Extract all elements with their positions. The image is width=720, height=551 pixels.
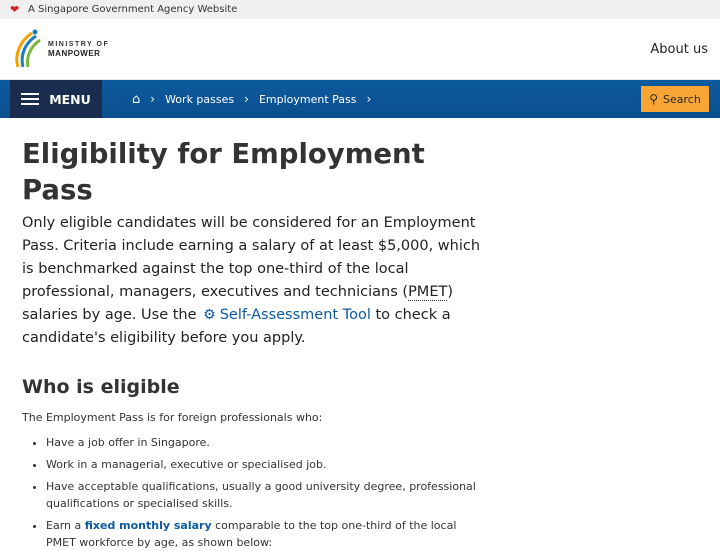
list-item: • Have a job offer in Singapore. — [46, 434, 482, 451]
list-item: • Earn a fixed monthly salary comparable to the top one-third of the local PMET workforce by age, as shown below: — [46, 517, 482, 551]
lead-paragraph — [22, 212, 482, 350]
menu-label: MENU — [49, 91, 91, 107]
about-us-link[interactable]: About us — [650, 41, 708, 57]
search-icon: ⚲ — [649, 92, 658, 106]
eligibility-list — [22, 434, 482, 551]
logo-line2: MANPOWER — [48, 49, 101, 58]
breadcrumb-work-passes[interactable]: Work passes — [165, 92, 235, 106]
lead-text-3: to check a candidate's eligibility before you apply. — [22, 307, 451, 346]
mom-logo[interactable] — [10, 27, 109, 71]
logo-line1: MINISTRY OF — [48, 41, 110, 48]
search-button[interactable] — [641, 86, 709, 112]
chevron-right-icon: › — [244, 92, 249, 106]
lead-text-2: ) salaries by age. Use the — [22, 284, 454, 323]
site-header — [0, 19, 720, 80]
fixed-monthly-salary-link[interactable]: fixed monthly salary — [84, 519, 212, 532]
main-content — [0, 118, 504, 551]
mom-logo-icon — [10, 27, 46, 71]
list-item: • Have acceptable qualifications, usually a good university degree, professional qualifications or specialised skills. — [46, 478, 482, 512]
lead-text-1: Only eligible candidates will be considered for an Employment Pass. Criteria include earning a salary of at least $5,000, which is benchmarked against the top one-third of the local professional, managers, executives and technicians ( — [22, 215, 481, 300]
search-label: Search — [663, 92, 701, 106]
intro-text: The Employment Pass is for foreign professionals who: — [22, 411, 323, 424]
pmet-abbreviation[interactable]: PMET — [408, 284, 448, 300]
menu-button[interactable] — [10, 80, 102, 118]
gov-banner — [0, 0, 720, 19]
main-nav-bar — [0, 80, 720, 118]
gear-icon: ⚙ — [203, 307, 216, 323]
list-item: • Work in a managerial, executive or specialised job. — [46, 456, 482, 473]
chevron-right-icon: › — [366, 92, 372, 106]
page-title: Eligibility for Employment Pass — [22, 138, 425, 206]
breadcrumb-employment-pass[interactable]: Employment Pass — [258, 92, 357, 106]
breadcrumb — [132, 92, 381, 107]
section-title: Who is eligible — [22, 376, 180, 398]
gov-banner-text: A Singapore Government Agency Website — [28, 4, 238, 15]
chevron-right-icon: › — [150, 92, 156, 106]
hamburger-icon — [21, 90, 39, 108]
lion-head-icon: ❤ — [10, 2, 20, 16]
home-icon[interactable]: ⌂ — [132, 91, 141, 107]
self-assessment-tool-link[interactable]: ⚙ Self-Assessment Tool — [203, 307, 371, 323]
